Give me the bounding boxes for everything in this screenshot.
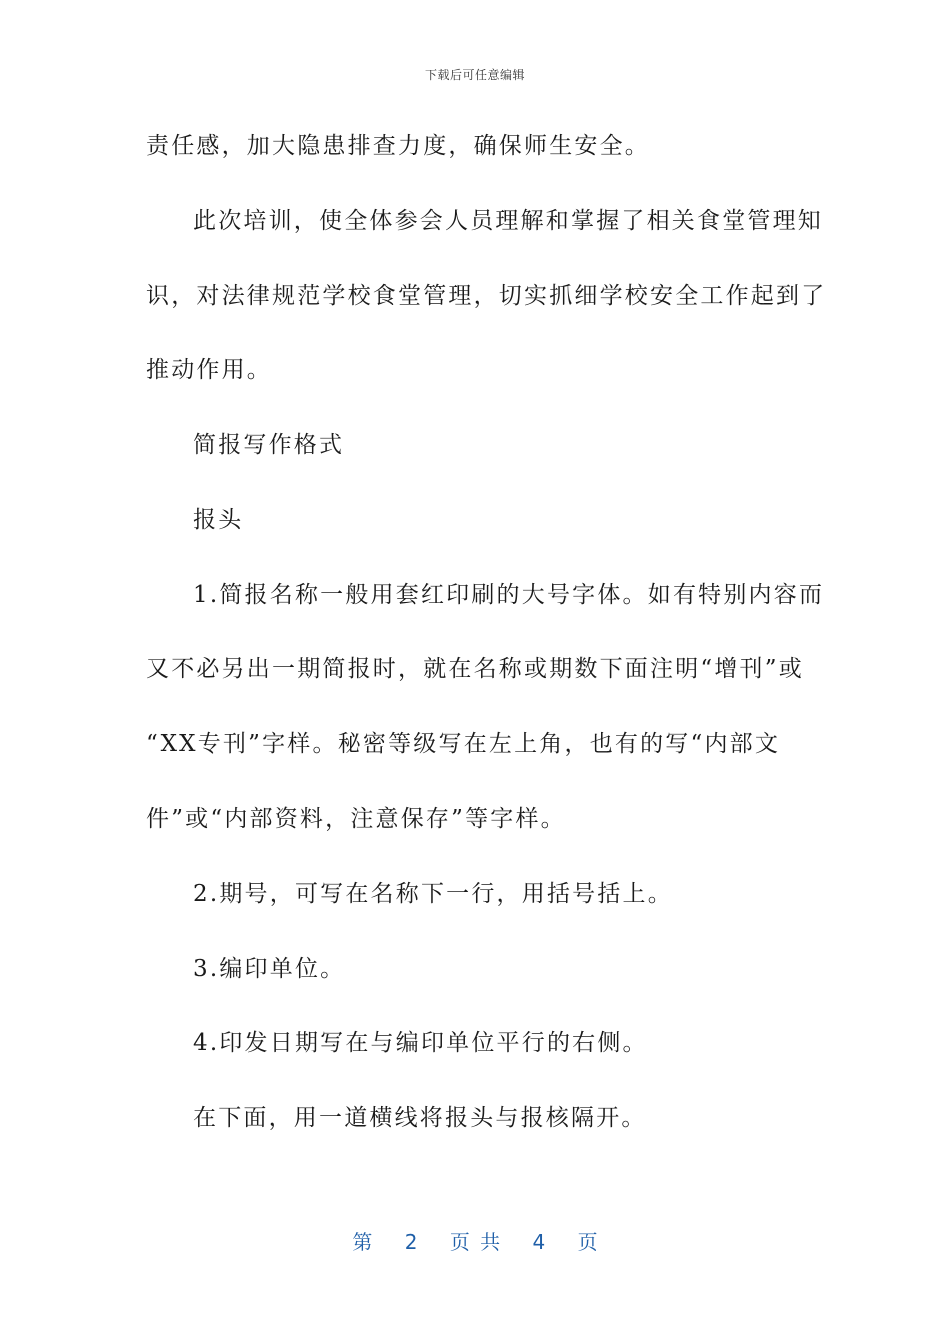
current-page-number: 2 — [404, 1230, 418, 1254]
page-header: 下载后可任意编辑 — [424, 68, 525, 82]
body-line-2: 此次培训，使全体参会人员理解和掌握了相关食堂管理知 — [193, 208, 823, 234]
body-line-9: “XX专刊”字样。秘密等级写在左上角，也有的写“内部文 — [146, 731, 781, 757]
body-line-3: 识，对法律规范学校食堂管理，切实抓细学校安全工作起到了 — [146, 283, 827, 309]
body-line-14: 在下面，用一道横线将报头与报核隔开。 — [193, 1105, 647, 1131]
body-line-10: 件”或“内部资料，注意保存”等字样。 — [146, 806, 566, 832]
page-footer — [0, 1226, 950, 1255]
section-heading: 简报写作格式 — [193, 432, 345, 458]
footer-prefix: 第 — [352, 1230, 373, 1254]
footer-middle: 页 共 — [449, 1230, 501, 1254]
body-line-4: 推动作用。 — [146, 357, 272, 383]
total-page-number: 4 — [532, 1230, 546, 1254]
body-line-11: 2.期号，可写在名称下一行，用括号括上。 — [193, 881, 673, 907]
footer-suffix: 页 — [577, 1230, 598, 1254]
body-line-13: 4.印发日期写在与编印单位平行的右侧。 — [193, 1030, 648, 1056]
body-line-8: 又不必另出一期简报时，就在名称或期数下面注明“增刊”或 — [146, 656, 804, 682]
body-line-12: 3.编印单位。 — [193, 956, 346, 982]
body-line-1: 责任感，加大隐患排查力度，确保师生安全。 — [146, 133, 650, 159]
subsection-heading: 报头 — [193, 507, 244, 533]
body-line-7: 1.简报名称一般用套红印刷的大号字体。如有特别内容而 — [193, 582, 825, 608]
